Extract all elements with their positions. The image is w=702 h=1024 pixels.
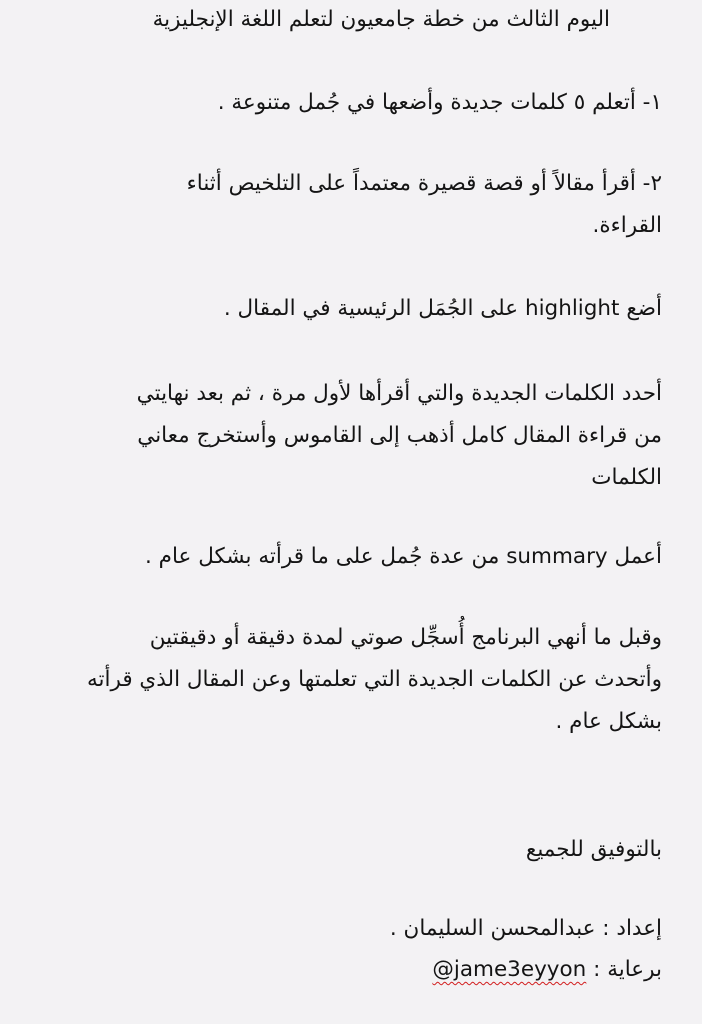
new-words-line-2: من قراءة المقال كامل أذهب إلى القاموس وأستخرج معاني xyxy=(137,423,662,448)
highlight-paragraph: أضع highlight على الجُمَل الرئيسية في المقال . xyxy=(223,296,662,321)
new-words-line-3: الكلمات xyxy=(591,465,662,490)
record-line-2: وأتحدث عن الكلمات الجديدة التي تعلمتها وعن المقال الذي قرأته xyxy=(86,667,662,692)
step-2-line-2: القراءة. xyxy=(592,213,662,238)
record-line-3: بشكل عام . xyxy=(555,709,662,734)
record-line-1: وقبل ما أنهي البرنامج أُسجِّل صوتي لمدة دقيقة أو دقيقتين xyxy=(149,625,662,650)
step-1: ١- أتعلم ٥ كلمات جديدة وأضعها في جُمل متنوعة . xyxy=(217,90,662,115)
step-2-line-1: ٢- أقرأ مقالاً أو قصة قصيرة معتمداً على التلخيص أثناء xyxy=(186,171,662,196)
author-credit: إعداد : عبدالمحسن السليمان . xyxy=(389,916,662,941)
closing-line: بالتوفيق للجميع xyxy=(525,837,662,862)
sponsor-label: برعاية : xyxy=(593,957,662,982)
sponsor-credit xyxy=(30,956,662,984)
sponsor-handle: @jame3eyyon xyxy=(432,957,587,982)
new-words-line-1: أحدد الكلمات الجديدة والتي أقرأها لأول مرة ، ثم بعد نهايتي xyxy=(136,381,662,406)
summary-paragraph: أعمل summary من عدة جُمل على ما قرأته بشكل عام . xyxy=(145,544,662,569)
page-title: اليوم الثالث من خطة جامعيون لتعلم اللغة الإنجليزية xyxy=(152,7,610,32)
